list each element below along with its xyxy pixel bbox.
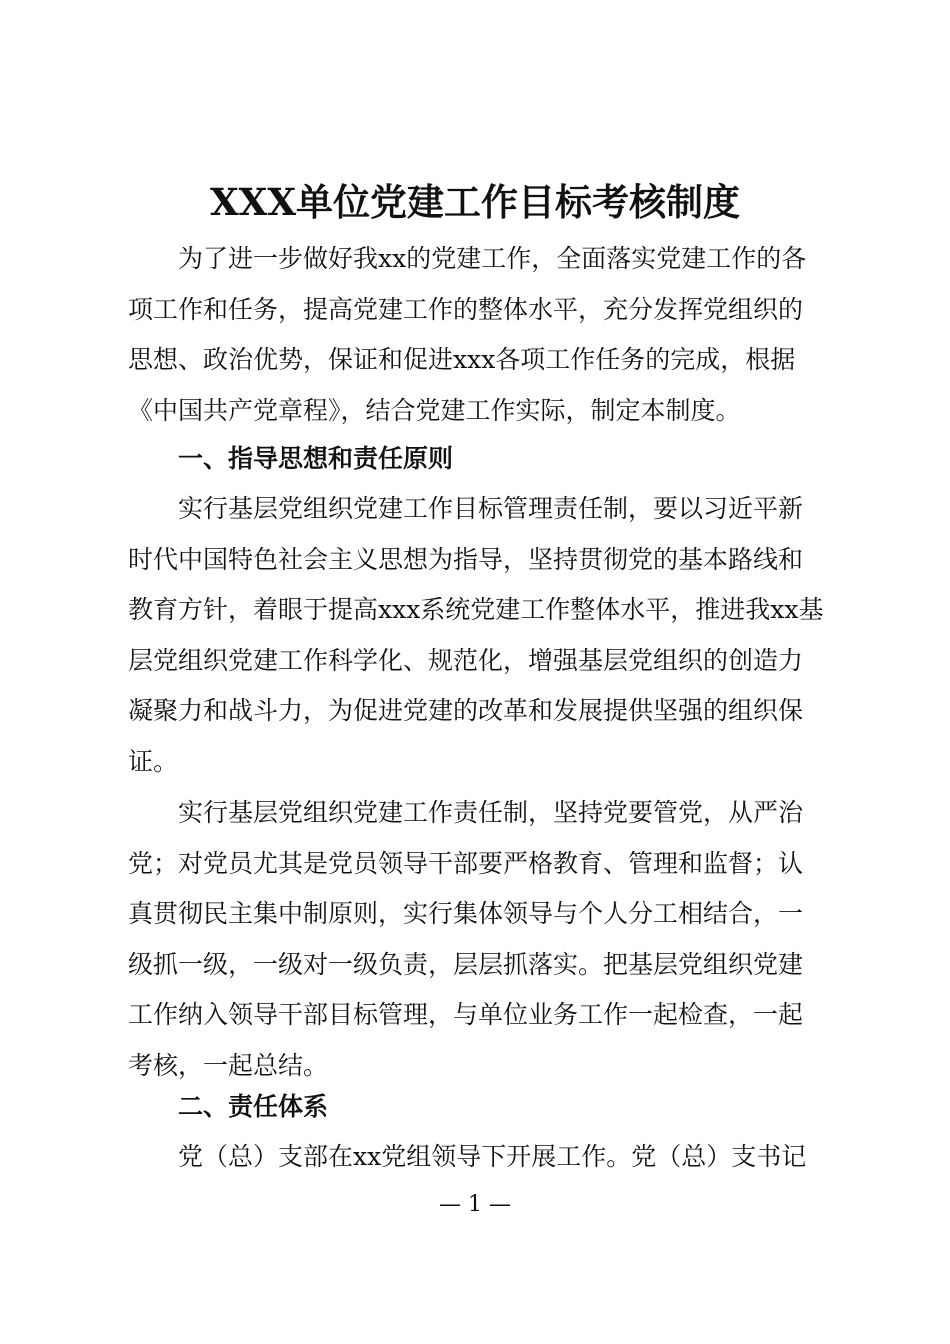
text-line: 级抓一级，一级对一级负责，层层抓落实。把基层党组织党建 [128, 949, 804, 979]
text-line: 《中国共产党章程》，结合党建工作实际，制定本制度。 [128, 395, 741, 425]
text-line: 凝聚力和战斗力，为促进党建的改革和发展提供坚强的组织保 [128, 696, 804, 725]
text-line: 实行基层党组织党建工作责任制，坚持党要管党，从严治 [178, 798, 804, 827]
text-line: 为了进一步做好我xx的党建工作，全面落实党建工作的各 [178, 244, 807, 273]
page-number: — 1 — [439, 1192, 511, 1217]
text-line: 层党组织党建工作科学化、规范化，增强基层党组织的创造力 [128, 645, 804, 675]
text-line: 实行基层党组织党建工作目标管理责任制，要以习近平新 [178, 494, 804, 523]
text-line: 工作纳入领导干部目标管理，与单位业务工作一起检查，一起 [128, 1000, 804, 1029]
section2-paragraph-1 [128, 1132, 853, 1183]
text-line: 党（总）支部在xx党组领导下开展工作。党（总）支书记 [178, 1142, 807, 1171]
section-heading-1: 一、指导思想和责任原则 [178, 444, 454, 473]
text-line: 党；对党员尤其是党员领导干部要严格教育、管理和监督；认 [128, 848, 804, 878]
text-line: 真贯彻民主集中制原则，实行集体领导与个人分工相结合，一 [128, 899, 804, 928]
section-heading-2: 二、责任体系 [178, 1092, 329, 1121]
intro-paragraph [128, 234, 853, 436]
text-line: 证。 [128, 746, 179, 776]
text-line: 项工作和任务，提高党建工作的整体水平，充分发挥党组织的 [128, 294, 804, 324]
document-title: XXX单位党建工作目标考核制度 [209, 180, 741, 224]
text-line: 思想、政治优势，保证和促进xxx各项工作任务的完成，根据 [128, 345, 796, 374]
text-line: 考核，一起总结。 [128, 1050, 329, 1080]
text-line: 教育方针，着眼于提高xxx系统党建工作整体水平，推进我xx基 [128, 595, 824, 624]
text-line: 时代中国特色社会主义思想为指导，坚持贯彻党的基本路线和 [128, 544, 804, 574]
section1-paragraph-2 [128, 788, 853, 1091]
section1-paragraph-1 [128, 484, 853, 787]
